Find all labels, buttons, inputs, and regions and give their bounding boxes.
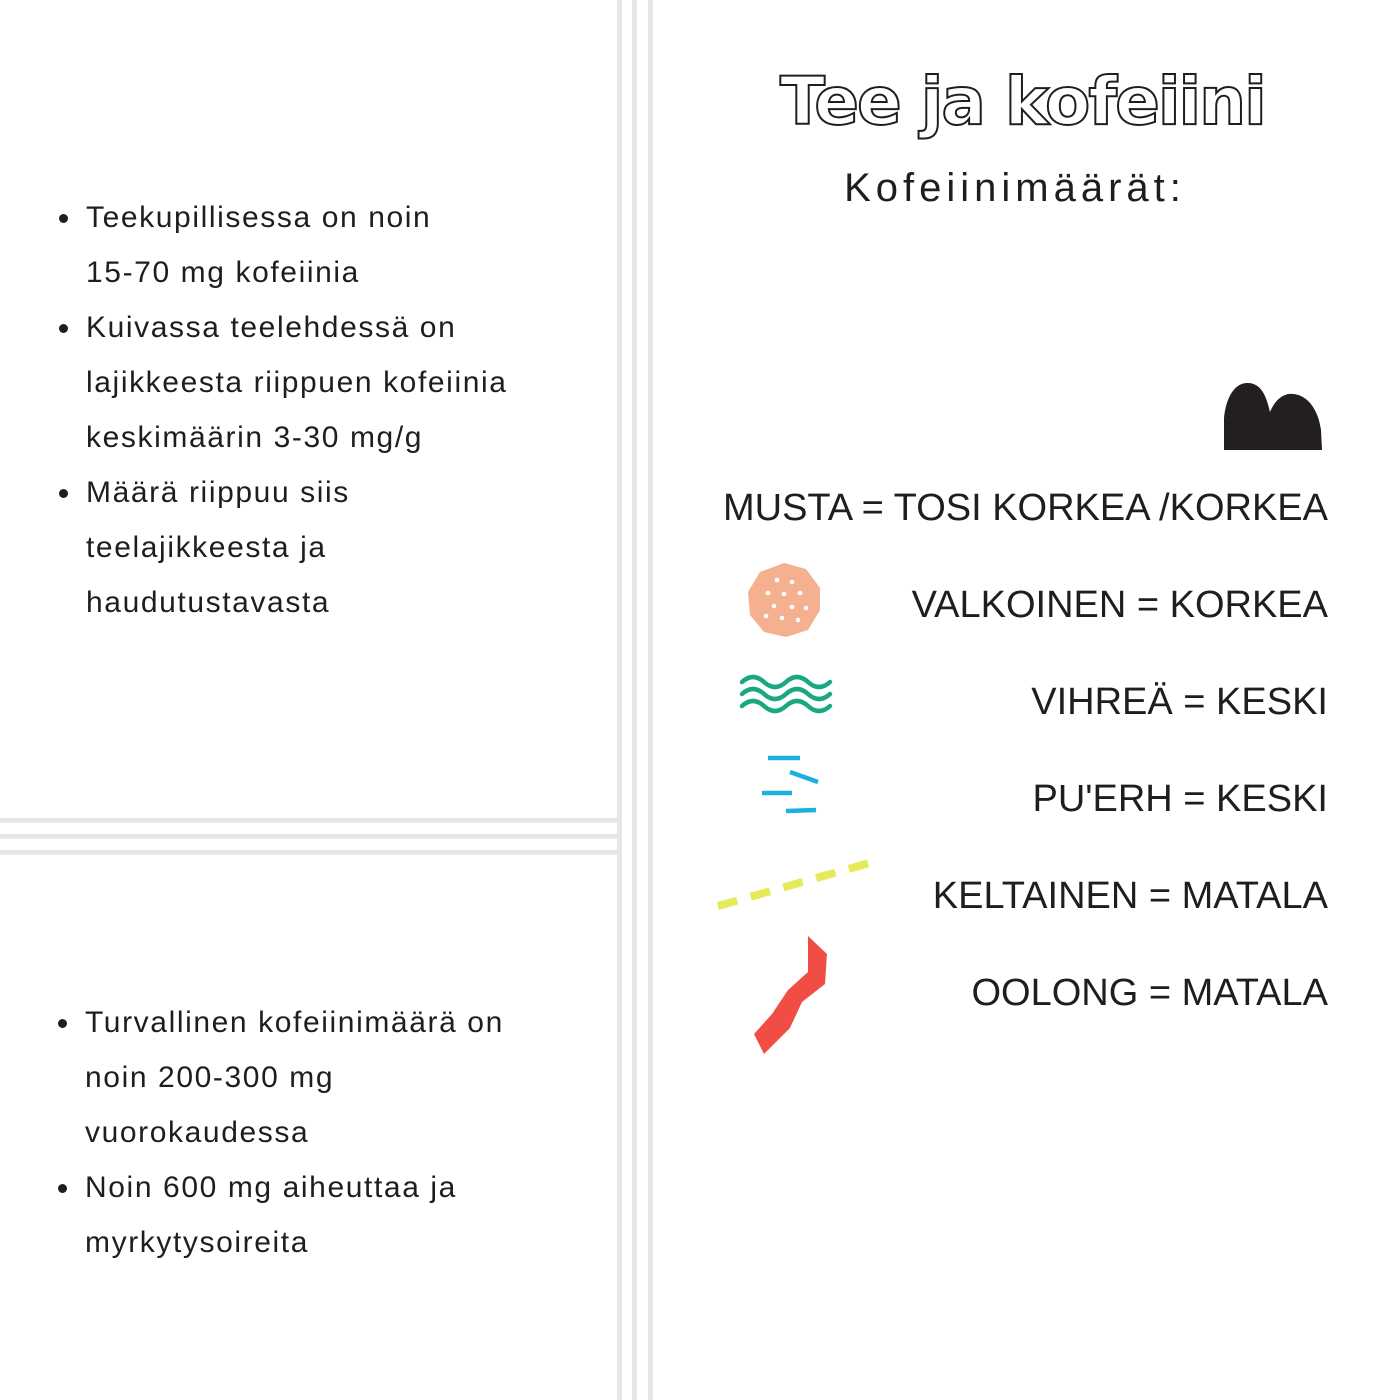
list-item-line: keskimäärin 3-30 mg/g xyxy=(86,421,424,454)
list-item-line: Turvallinen kofeiinimäärä on xyxy=(85,1006,504,1039)
list-item xyxy=(85,995,504,1160)
list-item-line: Määrä riippuu siis xyxy=(86,476,350,509)
list-item-line: vuorokaudessa xyxy=(85,1116,310,1149)
facts-bottom-list xyxy=(85,995,504,1270)
horizontal-divider-1 xyxy=(0,818,617,823)
facts-top-list xyxy=(86,190,508,630)
list-item-line: myrkytysoireita xyxy=(85,1226,310,1259)
black-hills-icon xyxy=(1222,380,1324,452)
list-item xyxy=(85,1160,504,1270)
list-item-line: Teekupillisessa on noin xyxy=(86,201,432,234)
horizontal-divider-2 xyxy=(0,834,617,839)
list-item-line: teelajikkeesta ja xyxy=(86,531,327,564)
list-item-line: haudutustavasta xyxy=(86,586,331,619)
list-item xyxy=(86,300,508,465)
blue-dashes-icon xyxy=(756,750,826,820)
list-item-line: Noin 600 mg aiheuttaa ja xyxy=(85,1171,457,1204)
vertical-divider-3 xyxy=(648,0,653,1400)
page-title: Tee ja kofeiini xyxy=(780,63,1265,140)
list-item-line: 15-70 mg kofeiinia xyxy=(86,256,360,289)
list-item-line: lajikkeesta riippuen kofeiinia xyxy=(86,366,508,399)
dotted-cookie-icon xyxy=(744,560,824,640)
legend-label-musta: MUSTA = TOSI KORKEA /KORKEA xyxy=(722,487,1328,529)
green-waves-icon xyxy=(736,670,836,718)
legend-label-vihrea: VIHREÄ = KESKI xyxy=(1031,681,1328,723)
legend-label-puerh: PU'ERH = KESKI xyxy=(1032,778,1328,820)
legend-label-valkoinen: VALKOINEN = KORKEA xyxy=(911,584,1328,626)
list-item-line: noin 200-300 mg xyxy=(85,1061,335,1094)
red-zigzag-icon xyxy=(750,932,830,1058)
vertical-divider-1 xyxy=(617,0,622,1400)
legend-label-oolong: OOLONG = MATALA xyxy=(971,972,1328,1014)
list-item xyxy=(86,190,508,300)
list-item xyxy=(86,465,508,630)
vertical-divider-2 xyxy=(632,0,637,1400)
legend-label-keltainen: KELTAINEN = MATALA xyxy=(932,875,1328,917)
list-item-line: Kuivassa teelehdessä on xyxy=(86,311,457,344)
page-subtitle: Kofeiinimäärät: xyxy=(844,166,1186,210)
yellow-dashed-line-icon xyxy=(712,852,884,914)
horizontal-divider-3 xyxy=(0,850,617,855)
